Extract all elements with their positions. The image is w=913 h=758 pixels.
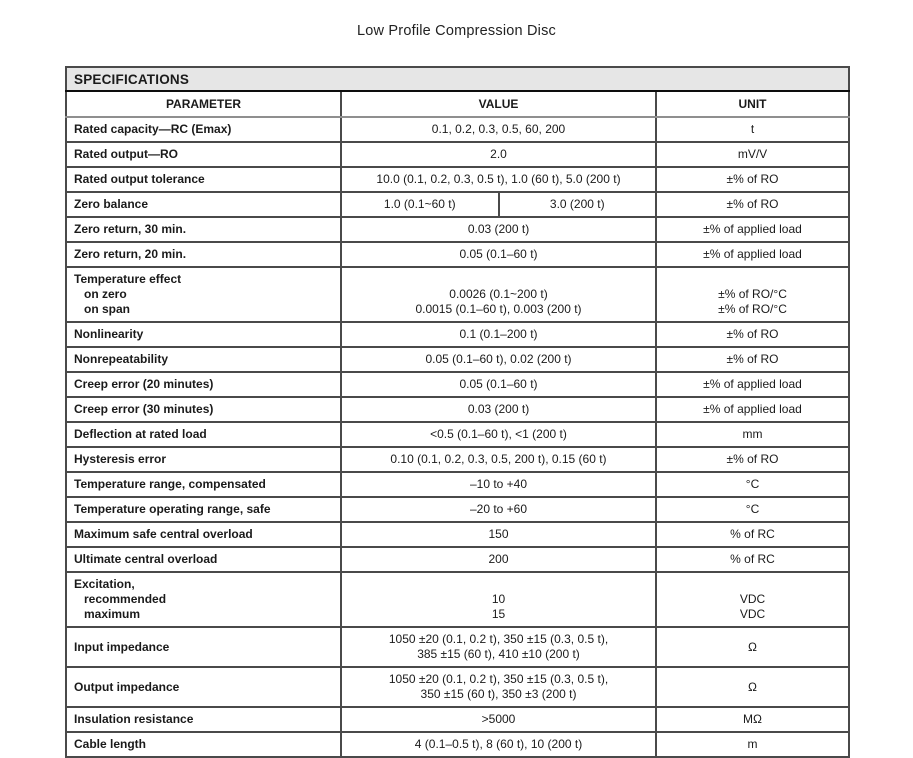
cell-line: Maximum safe central overload <box>74 527 253 541</box>
parameter-cell <box>66 117 341 142</box>
unit-cell <box>656 667 849 707</box>
parameter-cell <box>66 167 341 192</box>
cell-line: 4 (0.1–0.5 t), 8 (60 t), 10 (200 t) <box>414 737 583 751</box>
cell-line: Excitation, <box>74 577 135 591</box>
cell-line <box>663 577 842 592</box>
cell-line: 0.03 (200 t) <box>467 222 530 236</box>
cell-line: Zero return, 20 min. <box>74 247 187 261</box>
cell-line: Rated output tolerance <box>74 172 205 186</box>
unit-cell <box>656 217 849 242</box>
cell-line: 0.03 (200 t) <box>467 402 530 416</box>
table-row <box>66 422 849 447</box>
cell-line: VDC <box>739 592 766 606</box>
cell-line: 385 ±15 (60 t), 410 ±10 (200 t) <box>417 647 580 661</box>
cell-line: ±% of applied load <box>703 377 802 391</box>
parameter-cell <box>66 522 341 547</box>
cell-line: Temperature range, compensated <box>74 477 266 491</box>
unit-cell <box>656 422 849 447</box>
cell-line: ±% of RO/°C <box>718 287 787 301</box>
table-row <box>66 472 849 497</box>
value-subcell: 1.0 (0.1~60 t) <box>383 197 456 211</box>
value-cell <box>341 142 656 167</box>
value-cell <box>341 732 656 757</box>
parameter-cell <box>66 667 341 707</box>
cell-line: % of RC <box>730 527 775 541</box>
table-row <box>66 192 849 217</box>
cell-line: –10 to +40 <box>469 477 528 491</box>
table-row <box>66 732 849 757</box>
value-cell <box>341 372 656 397</box>
table-row <box>66 397 849 422</box>
table-row <box>66 372 849 397</box>
unit-cell <box>656 547 849 572</box>
cell-line: 0.1, 0.2, 0.3, 0.5, 60, 200 <box>431 122 566 136</box>
value-cell <box>341 347 656 372</box>
parameter-cell <box>66 547 341 572</box>
cell-line: Deflection at rated load <box>74 427 207 441</box>
cell-line: ±% of applied load <box>703 247 802 261</box>
value-cell <box>341 192 656 217</box>
cell-line: Insulation resistance <box>74 712 194 726</box>
parameter-cell <box>66 627 341 667</box>
cell-line: ±% of applied load <box>703 222 802 236</box>
unit-cell <box>656 117 849 142</box>
parameter-cell <box>66 572 341 627</box>
unit-cell <box>656 142 849 167</box>
unit-cell <box>656 267 849 322</box>
parameter-cell <box>66 372 341 397</box>
value-cell <box>341 627 656 667</box>
cell-line: 10 <box>491 592 506 606</box>
cell-line: ±% of RO <box>726 172 779 186</box>
value-cell <box>341 522 656 547</box>
cell-line: mV/V <box>737 147 768 161</box>
value-cell <box>341 572 656 627</box>
value-cell <box>341 217 656 242</box>
value-cell <box>341 422 656 447</box>
value-cell <box>341 167 656 192</box>
cell-line: Rated output—RO <box>74 147 178 161</box>
table-row <box>66 707 849 732</box>
cell-line: ±% of RO <box>726 352 779 366</box>
parameter-cell <box>66 267 341 322</box>
table-row <box>66 547 849 572</box>
unit-cell <box>656 572 849 627</box>
table-row <box>66 322 849 347</box>
parameter-cell <box>66 242 341 267</box>
cell-line: Output impedance <box>74 679 180 694</box>
value-cell <box>341 547 656 572</box>
unit-cell <box>656 397 849 422</box>
cell-line: 10.0 (0.1, 0.2, 0.3, 0.5 t), 1.0 (60 t), 5.0 (200 t) <box>376 172 621 186</box>
unit-cell <box>656 707 849 732</box>
cell-line: °C <box>745 502 760 516</box>
table-row <box>66 667 849 707</box>
cell-line: –20 to +60 <box>469 502 528 516</box>
unit-cell <box>656 167 849 192</box>
unit-cell <box>656 522 849 547</box>
cell-line: 0.05 (0.1–60 t) <box>459 377 538 391</box>
value-cell <box>341 447 656 472</box>
unit-cell <box>656 497 849 522</box>
section-header: SPECIFICATIONS <box>66 67 849 91</box>
parameter-cell <box>66 192 341 217</box>
parameter-cell <box>66 497 341 522</box>
value-cell <box>341 667 656 707</box>
column-header-row <box>66 91 849 117</box>
cell-line: on span <box>74 302 131 316</box>
table-row <box>66 242 849 267</box>
cell-line: Ω <box>748 639 757 654</box>
value-cell <box>341 707 656 732</box>
cell-line: m <box>747 737 758 751</box>
table-row <box>66 347 849 372</box>
value-cell <box>341 242 656 267</box>
table-row <box>66 267 849 322</box>
parameter-cell <box>66 707 341 732</box>
unit-cell <box>656 242 849 267</box>
spec-table-body <box>66 117 849 757</box>
cell-line: Creep error (20 minutes) <box>74 377 214 391</box>
table-row <box>66 627 849 667</box>
cell-line: 15 <box>491 607 506 621</box>
value-cell <box>341 472 656 497</box>
table-row <box>66 497 849 522</box>
unit-cell <box>656 472 849 497</box>
unit-cell <box>656 322 849 347</box>
table-row <box>66 572 849 627</box>
unit-cell <box>656 447 849 472</box>
split-value-group <box>342 193 655 216</box>
cell-line: VDC <box>739 607 766 621</box>
cell-line: °C <box>745 477 760 491</box>
unit-cell <box>656 347 849 372</box>
cell-line <box>348 577 649 592</box>
unit-cell <box>656 627 849 667</box>
cell-line <box>348 272 649 287</box>
parameter-cell <box>66 732 341 757</box>
column-header-value: VALUE <box>341 91 656 117</box>
table-row <box>66 522 849 547</box>
cell-line: 2.0 <box>490 147 507 161</box>
page-title: Low Profile Compression Disc <box>357 23 556 39</box>
cell-line: 0.05 (0.1–60 t) <box>459 247 538 261</box>
cell-line: Temperature operating range, safe <box>74 502 271 516</box>
cell-line: recommended <box>74 592 167 606</box>
unit-cell <box>656 192 849 217</box>
cell-line: Creep error (30 minutes) <box>74 402 214 416</box>
parameter-cell <box>66 422 341 447</box>
value-cell <box>341 117 656 142</box>
cell-line: <0.5 (0.1–60 t), <1 (200 t) <box>430 427 567 441</box>
cell-line: 0.10 (0.1, 0.2, 0.3, 0.5, 200 t), 0.15 (60 t) <box>390 452 607 466</box>
cell-line: Cable length <box>74 737 147 751</box>
cell-line: 0.0015 (0.1–60 t), 0.003 (200 t) <box>415 302 582 316</box>
cell-line: 1050 ±20 (0.1, 0.2 t), 350 ±15 (0.3, 0.5 t), <box>388 632 609 646</box>
table-row <box>66 142 849 167</box>
cell-line: 0.05 (0.1–60 t), 0.02 (200 t) <box>425 352 572 366</box>
value-cell <box>341 497 656 522</box>
parameter-cell <box>66 347 341 372</box>
value-subcell: 3.0 (200 t) <box>498 193 656 216</box>
unit-cell <box>656 372 849 397</box>
cell-line: ±% of RO/°C <box>718 302 787 316</box>
parameter-cell <box>66 217 341 242</box>
cell-line: 350 ±15 (60 t), 350 ±3 (200 t) <box>420 687 577 701</box>
cell-line: ±% of RO <box>726 197 779 211</box>
cell-line <box>663 272 842 287</box>
cell-line: 150 <box>488 527 509 541</box>
value-cell <box>341 322 656 347</box>
cell-line: 1050 ±20 (0.1, 0.2 t), 350 ±15 (0.3, 0.5 t), <box>388 672 609 686</box>
section-header-row <box>66 67 849 91</box>
cell-line: maximum <box>74 607 141 621</box>
value-cell <box>341 267 656 322</box>
column-header-parameter: PARAMETER <box>66 91 341 117</box>
parameter-cell <box>66 472 341 497</box>
cell-line: 0.0026 (0.1~200 t) <box>449 287 548 301</box>
cell-line: mm <box>742 427 763 441</box>
parameter-cell <box>66 142 341 167</box>
cell-line: on zero <box>74 287 127 301</box>
cell-line: Zero return, 30 min. <box>74 222 187 236</box>
cell-line: ±% of RO <box>726 327 779 341</box>
cell-line: Input impedance <box>74 639 170 654</box>
table-row <box>66 117 849 142</box>
cell-line: Hysteresis error <box>74 452 167 466</box>
table-row <box>66 447 849 472</box>
cell-line: >5000 <box>481 712 516 726</box>
cell-line: Nonrepeatability <box>74 352 169 366</box>
cell-line: Ω <box>748 679 757 694</box>
cell-line: t <box>750 122 755 136</box>
value-cell <box>341 397 656 422</box>
cell-line: MΩ <box>743 712 762 726</box>
cell-line: ±% of RO <box>726 452 779 466</box>
cell-line: Zero balance <box>74 197 149 211</box>
cell-line: Temperature effect <box>74 272 182 286</box>
table-row <box>66 217 849 242</box>
parameter-cell <box>66 322 341 347</box>
cell-line: ±% of applied load <box>703 402 802 416</box>
table-row <box>66 167 849 192</box>
cell-line: Rated capacity—RC (Emax) <box>74 122 232 136</box>
column-header-unit: UNIT <box>656 91 849 117</box>
cell-line: 0.1 (0.1–200 t) <box>459 327 538 341</box>
specifications-table <box>65 66 850 758</box>
cell-line: Nonlinearity <box>74 327 144 341</box>
cell-line: 200 <box>488 552 509 566</box>
unit-cell <box>656 732 849 757</box>
cell-line: % of RC <box>730 552 775 566</box>
parameter-cell <box>66 447 341 472</box>
parameter-cell <box>66 397 341 422</box>
cell-line: Ultimate central overload <box>74 552 218 566</box>
